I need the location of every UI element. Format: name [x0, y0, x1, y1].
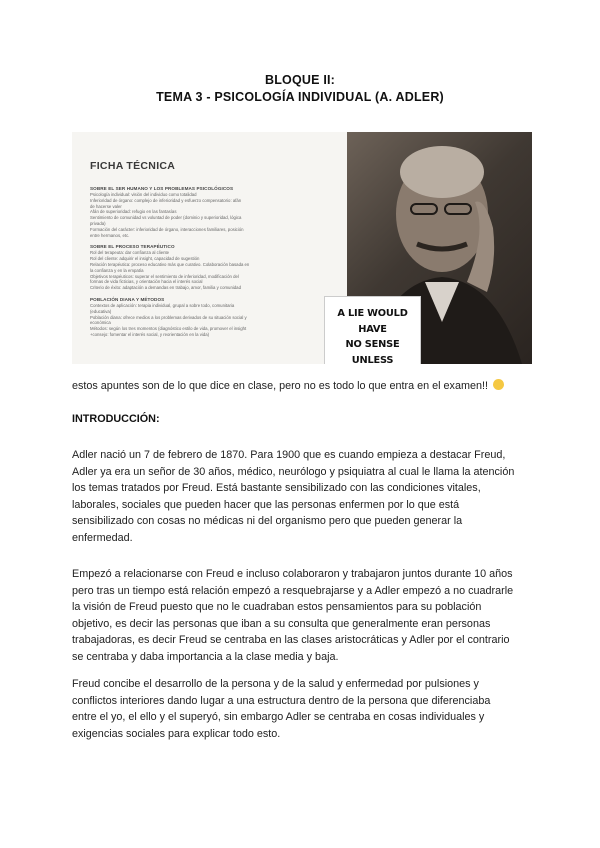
ficha-line: Métodos: según los tres momentos (diagnóstico estilo de vida, promover el insight [90, 326, 247, 332]
ficha-line: Rol del terapeuta: dar confianza al cliente [90, 250, 170, 256]
ficha-line: Inferioridad de órgano: complejo de inferioridad y esfuerzo compensatorio: afán [90, 197, 242, 203]
class-note-text: estos apuntes son de lo que dice en clase, pero no es todo lo que entra en el examen!! [72, 380, 488, 392]
ficha-line: Afán de superioridad: refugio en las fantasías [90, 209, 177, 215]
paragraph-line: enfermedad. [72, 531, 133, 544]
topic-title: TEMA 3 - PSICOLOGÍA INDIVIDUAL (A. ADLER) [156, 90, 444, 104]
ficha-line: Contextos de aplicación: terapia individual, grupal a sobre todo, comunitaria [90, 302, 235, 308]
quote-poster [324, 296, 421, 364]
paragraph-line: Empezó a relacionarse con Freud e incluso colaboraron y trabajaron juntos durante 10 años [72, 568, 513, 580]
ficha-section-title: SOBRE EL SER HUMANO Y LOS PROBLEMAS PSICOLÓGICOS [90, 186, 234, 191]
document-title [0, 72, 600, 106]
ficha-line: Criterio de éxito: adaptación a demandas en trabajo, amor, familia y comunidad [90, 285, 241, 291]
ficha-line: de hacerse valer [90, 203, 122, 209]
paragraph-line: conflictos interiores dando lugar a una estructura dentro de la persona que diferenciaba [72, 694, 491, 707]
ficha-line: Objetivos terapéuticos: superar el sentimiento de inferioridad, modificación del [90, 273, 239, 279]
paragraph-2 [72, 566, 532, 666]
ficha-line: +consejo: fomentar el interés social, y reorientación en la vida) [90, 331, 210, 337]
paragraph-line: sensibilizado con cosas no médicas ni del organismo pero que pueden generar la [72, 515, 463, 528]
paragraph-line: laborales, sociales que pueden hacer que las personas enfermen por lo que está [72, 498, 460, 511]
ficha-line: económica [90, 320, 111, 326]
class-note [72, 378, 532, 395]
ficha-section-title: POBLACIÓN DIANA Y MÉTODOS [90, 296, 165, 302]
ficha-sections [90, 186, 347, 338]
ficha-line: Relación terapéutica: proceso educativo más que curativo. Colaboración basada en [90, 261, 250, 267]
ficha-line: Población diana: ofrece medios a los problemas derivados de su situación social y [90, 314, 247, 320]
smile-emoji-icon [493, 379, 504, 390]
ficha-line: Rol del cliente: adquirir el insight, capacidad de sugestión [90, 256, 200, 262]
ficha-line: entre hermanos, etc. [90, 232, 130, 238]
paragraph-line: Freud concibe el desarrollo de la persona y de la salud y enfermedad por pulsiones y [72, 678, 479, 690]
header-banner-image [72, 132, 532, 364]
paragraph-line: se centraba y daba importancia a la clase media y baja. [72, 650, 339, 663]
ficha-line: Formación del carácter: inferioridad de órgano, interacciones familiares, posición [90, 226, 244, 232]
paragraph-line: Adler nació un 7 de febrero de 1870. Para 1900 que es cuando empieza a destacar Freud, [72, 449, 506, 461]
paragraph-line: Adler ya era un señor de 30 años, médico, neurólogo y psiquiatra al cual le llama la atención [72, 465, 515, 478]
paragraph-1 [72, 447, 532, 547]
paragraph-line: objetivo, es decir las personas que iban a su consulta que generalmente eran personas [72, 617, 491, 630]
ficha-line: la confianza y en la empatía [90, 267, 144, 273]
paragraph-line: pero tras un tiempo está relación empezó a resquebrajarse y a Adler empezó a no cuadrarle [72, 584, 514, 597]
paragraph-line: entre el yo, el ello y el superyó, sin embargo Adler se centraba en cosas individuales y [72, 711, 485, 724]
ficha-line: Psicología individual: visión del individuo como totalidad [90, 192, 197, 197]
ficha-line: Sentimiento de comunidad vs voluntad de poder (dominio y superioridad, lógica [90, 215, 242, 221]
quote-text [329, 306, 416, 364]
quote-line: NO SENSE UNLESS [345, 339, 400, 364]
ficha-section-title: SOBRE EL PROCESO TERAPÉUTICO [90, 244, 175, 250]
paragraph-3 [72, 676, 532, 742]
quote-line: A LIE WOULD HAVE [337, 308, 408, 335]
ficha-title: FICHA TÉCNICA [90, 160, 176, 172]
ficha-line: privada) [90, 220, 106, 226]
paragraph-line: exigencias sociales para explicar todo esto. [72, 727, 281, 740]
paragraph-line: trabajadoras, es decir Freud se centraba en las clases aristocráticas y Adler por el contrario [72, 634, 510, 647]
ficha-tecnica-panel [72, 132, 347, 364]
ficha-line: formas de vida ficticias, y orientación hacia el interés social [90, 279, 203, 285]
intro-heading-text: INTRODUCCIÓN: [72, 413, 160, 425]
paragraph-line: los temas tratados por Freud. Está bastante sensibilizado con las condiciones vitales, [72, 482, 481, 495]
intro-heading [72, 411, 532, 428]
block-title: BLOQUE II: [264, 73, 336, 87]
paragraph-line: la visión de Freud puesto que no le cuadraban estos pensamientos para su población [72, 601, 482, 614]
ficha-line: (educativa) [90, 308, 112, 314]
